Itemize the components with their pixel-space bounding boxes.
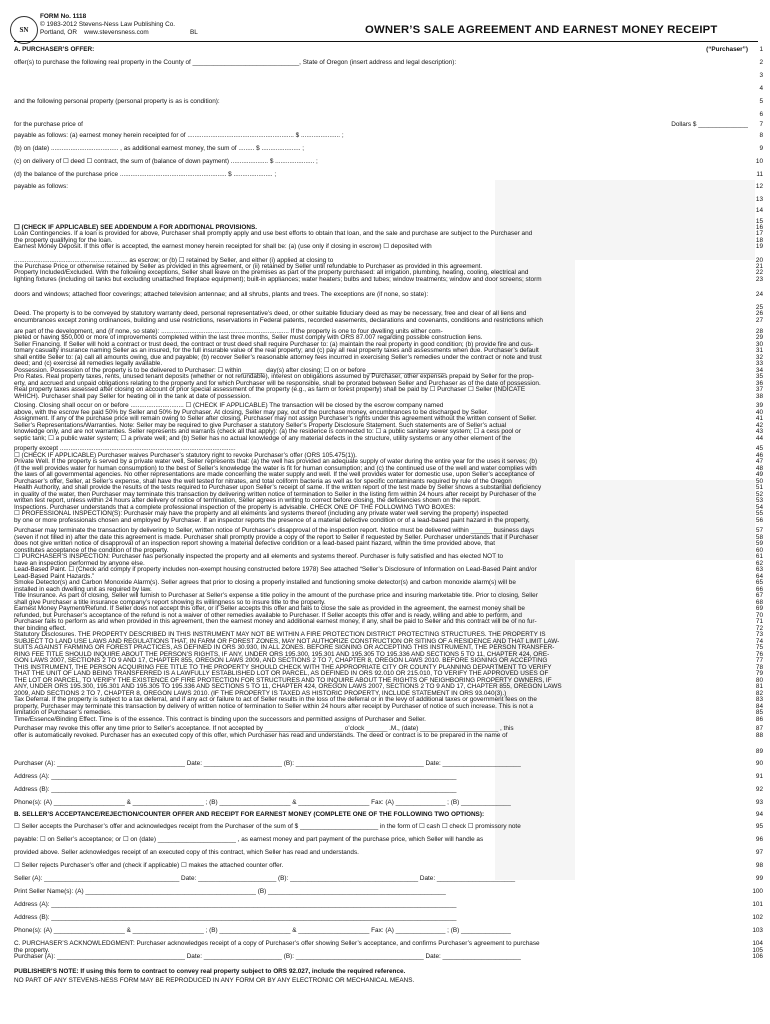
form-line-text: Tax Deferral. If the property is subject to a tax deferral, and if any act or failure to act of Seller results in the loss of the deferral or in the levy of additional taxes or government fees on the	[14, 696, 537, 703]
form-line-text: the laws of all governmental agencies. No other representations are made concerning the water supply and well. If the well provides water for domestic use, upon Seller’s acceptance of	[14, 471, 535, 478]
form-line-text: lighting fixtures (including oil tanks but excluding unattached fireplace equipment); built-in appliances; water heaters; bulbs and tubes; window treatments; window and door screens; storm	[14, 276, 542, 283]
form-line-text: Seller Financing. If Seller will hold a contract or trust deed, the contract or trust deed shall require Purchaser to: (a) maintain the real property in good condition; (b) provide fire and cus-	[14, 341, 533, 348]
form-line-text: ☐ Seller rejects Purchaser’s offer and (check if applicable) ☐ makes the attached counter offer.	[14, 862, 284, 869]
form-line	[14, 977, 748, 985]
form-line	[14, 171, 748, 179]
form-line-text: installed in each dwelling unit as required by law.	[14, 586, 152, 593]
line-number: 79	[755, 670, 763, 677]
form-line-text: knowledge only, and are not warranties. Seller represents and warrants (check all that apply): (a) the residence is connected to: ☐ a public sanitary sewer system; ☐ a cess pool or	[14, 428, 521, 435]
form-meta	[40, 13, 198, 37]
form-line-text: Statutory Disclosures. THE PROPERTY DESCRIBED IN THIS INSTRUMENT MAY NOT BE WITHIN A FIRE PROTECTION DISTRICT PROTECTING STRUCTURES. THE PROPERTY IS	[14, 631, 546, 638]
form-line-text: encumbrances except zoning ordinances, building and use restrictions, reservations in Federal patents, recorded easements, declarations and covenants, conditions and restrictions which	[14, 317, 543, 324]
line-number: 71	[755, 618, 763, 625]
form-line-text: Private Well. If the property is served by a private water well, Seller represents that: (a) the well has provided an adequate supply of water during the entire year for the uses it serves; (b)	[14, 458, 538, 465]
form-line-text: A. PURCHASER’S OFFER:	[14, 46, 95, 53]
line-number: 41	[755, 415, 763, 422]
form-line-text: erty, and accrued and unpaid obligations relating to the property and for which Purchaser will be responsible, shall be prorated between Seller and Purchaser as of the date of possession.	[14, 380, 541, 387]
form-line	[14, 968, 748, 976]
form-line	[14, 953, 748, 961]
form-line-text: Phone(s): (A) ____________________ & ____________________ ; (B) ____________________ & ____________________ Fax: (A) ______________ ; (B) ______________	[14, 799, 511, 806]
form-line-text: offer is automatically revoked. Purchaser has an executed copy of this offer, which Purchaser has read and understands. The deed or contract is to be prepared in the name of	[14, 732, 508, 739]
form-line-text: B. SELLER’S ACCEPTANCE/REJECTION/COUNTER OFFER AND RECEIPT FOR EARNEST MONEY (COMPLETE ONE OF THE FOLLOWING TWO OPTIONS):	[14, 811, 485, 818]
line-number: 84	[755, 703, 763, 710]
form-line-text: and the following personal property (personal property is as is condition):	[14, 98, 220, 105]
form-line-text: GON LAWS 2007, SECTIONS 2 TO 9 AND 17, CHAPTER 855, OREGON LAWS 2009, AND SECTIONS 2 TO 7, CHAPTER 8, OREGON LAWS 2010. BEFORE SIGNING OR ACCEPTING	[14, 657, 548, 664]
form-line-text: ☐ (CHECK IF APPLICABLE) SEE ADDENDUM A FOR ADDITIONAL PROVISIONS.	[14, 224, 258, 231]
line-number: 65	[755, 579, 763, 586]
form-line-text: Property Included/Excluded. With the following exceptions, Seller shall leave on the premises as part of the property purchased: all irrigation, plumbing, heating, cooling, electrical and	[14, 269, 529, 276]
form-line-text: Phone(s): (A) ____________________ & ____________________ ; (B) ____________________ & ____________________ Fax: (A) ______________ ; (B) ______________	[14, 927, 511, 934]
form-line	[14, 836, 748, 844]
form-line-text: offer(s) to purchase the following real property in the County of ______________________________, State of Oregon (insert address and legal description):	[14, 59, 457, 66]
form-line-text: (b) on (date) ...................................... , as additional earnest money, the sum of ......... $ ...................... ;	[14, 145, 305, 152]
form-line-text: Print Seller Name(s): (A) ________________________________________________ (B) __________________________________________________	[14, 888, 446, 895]
line-number: 3	[759, 72, 763, 79]
form-line-text: Assignment. If any of the purchase price will remain owing to Seller after closing, Purchaser may not assign Purchaser’s rights under this agreement without the written consent of Seller.	[14, 415, 537, 422]
line-number: 47	[755, 458, 763, 465]
line-number: 25	[755, 304, 763, 311]
form-line	[14, 799, 748, 807]
publisher-address	[40, 29, 175, 37]
form-line	[14, 98, 748, 106]
line-number: 44	[755, 435, 763, 442]
form-line	[14, 823, 748, 831]
bl-code: BL	[190, 29, 198, 36]
line-number: 19	[755, 243, 763, 250]
line-number: 21	[755, 263, 763, 270]
line-number: 60	[755, 547, 763, 554]
form-line-text: THAT THE UNIT OF LAND BEING TRANSFERRED IS A LAWFULLY ESTABLISHED LOT OR PARCEL, AS DEFINED IN ORS 92.010 OR 215.010, TO VERIFY THE APPROVED USES OF	[14, 670, 549, 677]
line-number: 56	[755, 517, 763, 524]
line-number: 93	[755, 799, 763, 806]
line-number: 70	[755, 612, 763, 619]
line-number: 37	[755, 386, 763, 393]
line-number: 34	[755, 367, 763, 374]
form-line	[14, 862, 748, 870]
line-number: 86	[755, 716, 763, 723]
form-line	[14, 716, 748, 724]
line-number: 102	[752, 914, 763, 921]
copyright: © 1983-2012 Stevens-Ness Law Publishing Co.	[40, 21, 176, 28]
form-line-text: by one or more professionals chosen and employed by Purchaser. If an inspector reports the presence of a material defective condition or of a lead-based paint hazard in the property,	[14, 517, 530, 524]
line-number: 38	[755, 393, 763, 400]
line-number: 68	[755, 599, 763, 606]
form-line-text: ................................................................ as escrow; or (b) ☐ retained by Seller, and either (i) applied at closing to	[14, 257, 334, 264]
line-number: 59	[755, 540, 763, 547]
form-title: OWNER’S SALE AGREEMENT AND EARNEST MONEY RECEIPT	[365, 24, 718, 36]
line-number: 13	[755, 196, 763, 203]
form-line-text: WHICH). Purchaser shall pay Seller for heating oil in the tank at date of possession.	[14, 393, 251, 400]
line-number: 2	[759, 59, 763, 66]
form-line-text: Loan Contingencies. If a loan is provided for above, Purchaser shall promptly apply and use best efforts to obtain that loan, and the sale and purchase are subject to the Purchaser and	[14, 230, 533, 237]
line-number: 50	[755, 478, 763, 485]
line-number: 43	[755, 428, 763, 435]
line-number: 20	[755, 257, 763, 264]
form-line	[14, 901, 748, 909]
form-line-text: THE LOT OR PARCEL, TO VERIFY THE EXISTENCE OF FIRE PROTECTION FOR STRUCTURES AND TO INQUIRE ABOUT THE RIGHTS OF NEIGHBORING PROPERTY OWNERS, IF	[14, 677, 552, 684]
line-number: 22	[755, 269, 763, 276]
line-number: 51	[755, 484, 763, 491]
form-line-text: SUBJECT TO LAND USE LAWS AND REGULATIONS THAT, IN FARM OR FOREST ZONES, MAY NOT AUTHORIZE CONSTRUCTION OR SITING OF A RESIDENCE AND THAT LIMIT LAW-	[14, 638, 560, 645]
line-number: 96	[755, 836, 763, 843]
line-number: 74	[755, 638, 763, 645]
line-number: 94	[755, 811, 763, 818]
form-line-text: payable as follows:	[14, 183, 68, 190]
form-line	[14, 786, 748, 794]
form-line	[14, 276, 748, 284]
line-number: 82	[755, 690, 763, 697]
form-line	[14, 849, 748, 857]
line-number: 64	[755, 573, 763, 580]
line-number: 29	[755, 334, 763, 341]
line-number: 31	[755, 347, 763, 354]
form-line-text: tomary casualty insurance naming Seller as an insured, for the full insurable value of the real property; and (c) pay all real property taxes and assessments when due. Purchaser’s default	[14, 347, 539, 354]
line-number: 52	[755, 491, 763, 498]
form-line-text: Address (B): __________________________________________________________________________________________________________________	[14, 914, 457, 921]
form-line-right-text: Dollars $ ______________	[671, 121, 748, 128]
form-line-text: Address (A): __________________________________________________________________________________________________________________	[14, 773, 457, 780]
form-line-text: Lead-Based Paint Hazards.”	[14, 573, 95, 580]
form-line-text: the property.	[14, 947, 50, 954]
line-number: 4	[759, 85, 763, 92]
form-line-text: pleted or having $50,000 or more of improvements completed within the last three months, Seller must comply with ORS 87.007 regarding possible construction liens.	[14, 334, 483, 341]
form-line-text: property except ...................................................................................................	[14, 445, 236, 452]
form-line-text: Title Insurance. As part of closing, Seller will furnish to Purchaser at Seller’s expense a title policy in the amount of the purchase price and insuring marketable title. Prior to closing, Seller	[14, 592, 538, 599]
line-number: 49	[755, 471, 763, 478]
form-line-text: deed; and (c) exercise all remedies legally available.	[14, 360, 163, 367]
form-line-text: in quality of the water, then Purchaser may terminate this transaction by delivering written notice of termination to Seller in the listing firm within 24 hours after receipt by Purchaser of the	[14, 491, 537, 498]
form-line	[14, 435, 748, 443]
line-number: 32	[755, 354, 763, 361]
form-line-text: shall entitle Seller to: (a) call all amounts owing, due and payable; (b) recover Seller’s reasonable attorney fees incurred in exercising Seller’s remedies under the contract or note and trust	[14, 354, 542, 361]
form-line-text: Purchaser’s offer, Seller, at Seller’s expense, shall have the well tested for nitrates, and total coliform bacteria as well as for specific contaminants required by rule of the Oregon	[14, 478, 512, 485]
form-line-text: Possession. Possession of the property is to be delivered to Purchaser: ☐ within ______ day(s) after closing; ☐ on or before ______________________	[14, 367, 446, 374]
form-line-text: the Purchase Price or otherwise retained by Seller as provided in this agreement, or (ii) retained by Seller until refundable to Purchaser as provided in this agreement.	[14, 263, 483, 270]
form-line-text: constitutes acceptance of the condition of the property.	[14, 547, 169, 554]
line-number: 81	[755, 683, 763, 690]
line-number: 98	[755, 862, 763, 869]
line-number: 104	[752, 940, 763, 947]
line-number: 26	[755, 310, 763, 317]
form-line-text: property, Purchaser may terminate this transaction by delivery of written notice of termination to Seller within 24 hours after receipt by Purchaser of notice of such increase. This is not a	[14, 703, 534, 710]
line-number: 87	[755, 725, 763, 732]
form-line	[14, 773, 748, 781]
line-number: 83	[755, 696, 763, 703]
line-number: 80	[755, 677, 763, 684]
form-line-text: (if the well provides water for human consumption) to the best of Seller’s knowledge the water is fit for human consumption; and (c) the continued use of the well and water complies with	[14, 465, 537, 472]
line-number: 67	[755, 592, 763, 599]
form-line-text: Real property taxes assessed after closing on account of prior special assessment of the property (e.g., as farm or forest property) shall be paid by ☐ Purchaser ☐ Seller (INDICATE	[14, 386, 526, 393]
line-number: 78	[755, 664, 763, 671]
line-number: 35	[755, 373, 763, 380]
form-line-text: 2009, AND SECTIONS 2 TO 7, CHAPTER 8, OREGON LAWS 2010. (IF THE PROPERTY IS TAXED AS HISTORIC PROPERTY, INCLUDE STATEMENT IN ORS 93.040(3).)	[14, 690, 507, 697]
line-number: 92	[755, 786, 763, 793]
line-number: 88	[755, 732, 763, 739]
form-line-text: Closing. Closing shall occur on or before .............................. ☐ (CHECK IF APPLICABLE) The transaction will be closed by the escrow company named	[14, 402, 444, 409]
line-number: 5	[759, 98, 763, 105]
form-line-text: (c) on delivery of ☐ deed ☐ contract, the sum of (balance of down payment) ..................... $ ...................... ;	[14, 158, 318, 165]
line-number: 36	[755, 380, 763, 387]
form-line-text: Pro Rates. Real property taxes, rents, unused tenant deposits (whether or not refundable), interest on obligations assumed by Purchaser, other expenses prepaid by Seller for the prop-	[14, 373, 534, 380]
line-number: 72	[755, 625, 763, 632]
line-number: 73	[755, 631, 763, 638]
form-line-text: RING FEE TITLE SHOULD INQUIRE ABOUT THE PERSON’S RIGHTS, IF ANY, UNDER ORS 195.300, 195.301 AND 195.305 TO 195.336 AND SECTIONS 5 TO 11, CHAPTER 424, ORE-	[14, 651, 550, 658]
form-line-text: (d) the balance of the purchase price ............................................................ $ ...................... ;	[14, 171, 277, 178]
line-number: 42	[755, 422, 763, 429]
form-line	[14, 393, 748, 401]
line-number: 27	[755, 317, 763, 324]
form-line-text: refunded, but Purchaser’s acceptance of the refund is not a waiver of other remedies available to Purchaser. If Seller accepts this offer and is ready, willing and able to perform, and	[14, 612, 522, 619]
line-number: 17	[755, 230, 763, 237]
form-line-text: payable: ☐ on Seller’s acceptance; or ☐ on (date) ______________________ , as earnest money and part payment of the purchase price, which Seller will handle as	[14, 836, 484, 843]
form-line-right-text: (“Purchaser”)	[706, 46, 748, 53]
form-line-text: ☐ PURCHASER’S INSPECTION: Purchaser has personally inspected the property and all elements and systems thereof. Purchaser is fully satisfied and has elected NOT to	[14, 553, 504, 560]
line-number: 101	[752, 901, 763, 908]
form-line	[14, 132, 748, 140]
line-number: 97	[755, 849, 763, 856]
form-line	[14, 732, 748, 740]
form-line-text: limitation of Purchaser’s remedies.	[14, 709, 112, 716]
form-line	[14, 243, 748, 251]
form-line	[14, 914, 748, 922]
line-number: 91	[755, 773, 763, 780]
line-number: 23	[755, 276, 763, 283]
line-number: 85	[755, 709, 763, 716]
website: www.stevensness.com	[84, 29, 149, 36]
line-number: 24	[755, 291, 763, 298]
form-line	[14, 158, 748, 166]
form-line-text: Earnest Money Payment/Refund. If Seller does not accept this offer, or if Seller accepts this offer and fails to close the sale as provided in the agreement, the earnest money shall be	[14, 605, 525, 612]
line-number: 54	[755, 504, 763, 511]
line-number: 99	[755, 875, 763, 882]
form-line-text: payable as follows: (a) earnest money herein receipted for of ............................................................ $ ...................... ;	[14, 132, 344, 139]
line-number: 106	[752, 953, 763, 960]
form-line-text: are part of the development, and (if none, so state): ........................................................................ If the property is one to four dwelling units either com-	[14, 328, 443, 335]
form-line-text: Address (A): __________________________________________________________________________________________________________________	[14, 901, 457, 908]
form-line-text: Purchaser fails to perform as and when provided in this agreement, then the earnest money and additional earnest money, if any, shall be paid to Seller and this contract will be of no fur-	[14, 618, 537, 625]
form-line-text: shall give Purchaser a title insurance company’s report showing its willingness so to insure title to the property.	[14, 599, 326, 606]
form-line-text: NO PART OF ANY STEVENS-NESS FORM MAY BE REPRODUCED IN ANY FORM OR BY ANY ELECTRONIC OR MECHANICAL MEANS.	[14, 977, 415, 984]
form-line-text: ther binding effect.	[14, 625, 67, 632]
city: Portland, OR	[40, 29, 77, 36]
line-number: 40	[755, 409, 763, 416]
line-number: 7	[759, 121, 763, 128]
line-number: 105	[752, 947, 763, 954]
line-number: 63	[755, 566, 763, 573]
form-line-text: septic tank; ☐ a public water system; ☐ a private well; and (b) Seller has no actual knowledge of any material defects in the structure, utility systems or any other element of the	[14, 435, 512, 442]
line-number: 90	[755, 760, 763, 767]
form-line-text: SUITS AGAINST FARMING OR FOREST PRACTICES, AS DEFINED IN ORS 30.930, IN ALL ZONES. BEFORE SIGNING OR ACCEPTING THIS INSTRUMENT, THE PERSON TRANSFER-	[14, 644, 555, 651]
line-number: 18	[755, 237, 763, 244]
form-line-text: have an inspection performed by anyone else.	[14, 560, 145, 567]
line-number: 103	[752, 927, 763, 934]
form-line-text: Smoke Detector(s) and Carbon Monoxide Alarm(s). Seller agrees that prior to closing a properly installed and functioning smoke detector(s) and carbon monoxide alarm(s) will be	[14, 579, 516, 586]
form-line-text: provided above. Seller acknowledges receipt of an executed copy of this contract, which Seller has read and understands.	[14, 849, 359, 856]
form-line	[14, 811, 748, 819]
line-number: 14	[755, 207, 763, 214]
line-number: 100	[752, 888, 763, 895]
line-number: 75	[755, 644, 763, 651]
form-line	[14, 875, 748, 883]
form-line	[14, 927, 748, 935]
form-line-text: (seven if not filled in) after the date this agreement is made. Purchaser shall promptly provide a copy of the report to Seller if requested by Seller. Purchaser understands that if Purchaser	[14, 534, 539, 541]
form-line-text: written test report, unless within 24 hours after delivery of notice of termination, Seller agrees in writing to correct before closing, the deficiencies shown on the report.	[14, 497, 481, 504]
form-line	[14, 291, 748, 299]
form-line-text: Lead-Based Paint. ☐ (Check and comply if property includes non-exempt housing constructed before 1978) See attached “Seller’s Disclosure of Information on Lead-Based Paint and/or	[14, 566, 537, 573]
form-line-text: Time/Essence/Binding Effect. Time is of the essence. This contract is binding upon the successors and permitted assigns of Purchaser and Seller.	[14, 716, 426, 723]
form-number: FORM No. 1118	[40, 13, 87, 20]
line-number: 11	[756, 171, 763, 178]
line-number: 39	[755, 402, 763, 409]
form-line-text: Health Authority, and shall provide the results of the tests required to Purchaser upon Seller’s receipt of same. If the written report of the test made by Seller shows a substantial deficiency	[14, 484, 542, 491]
line-number: 16	[755, 224, 763, 231]
line-number: 6	[759, 111, 763, 118]
form-line	[14, 888, 748, 896]
line-number: 57	[755, 527, 763, 534]
form-line-text: THIS INSTRUMENT, THE PERSON ACQUIRING FEE TITLE TO THE PROPERTY SHOULD CHECK WITH THE APPROPRIATE CITY OR COUNTY PLANNING DEPARTMENT TO VERIFY	[14, 664, 552, 671]
form-line-text: ☐ PROFESSIONAL INSPECTION(S): Purchaser may have the property and all elements and systems thereof (including any private water well serving the property) inspected	[14, 510, 508, 517]
line-number: 55	[755, 510, 763, 517]
line-number: 95	[755, 823, 763, 830]
line-number: 33	[755, 360, 763, 367]
form-line-text: ANY, UNDER ORS 195.300, 195.301 AND 195.305 TO 195.336 AND SECTIONS 5 TO 11, CHAPTER 424, OREGON LAWS 2007, SECTIONS 2 TO 9 AND 17, CHAPTER 855, OREGON LAWS	[14, 683, 562, 690]
line-number: 69	[755, 605, 763, 612]
line-number: 15	[755, 218, 763, 225]
form-line-text: Purchaser (A): ____________________________________ Date: ______________________ (B): ____________________________________ Date: ______________________	[14, 760, 521, 767]
form-line	[14, 760, 748, 768]
line-number: 30	[755, 341, 763, 348]
form-line	[14, 121, 748, 129]
line-number: 76	[755, 651, 763, 658]
form-line	[14, 317, 748, 325]
form-line-text: Seller (A): ______________________________________ Date: ______________________ (B): ____________________________________ Date: ______________________	[14, 875, 516, 882]
line-number: 58	[755, 534, 763, 541]
form-line	[14, 183, 748, 191]
form-line-text: does not give written notice of disapproval of an inspection report showing a material defective condition or a lead-based paint hazard, within the time provided above, that	[14, 540, 496, 547]
line-number: 48	[755, 465, 763, 472]
form-line-text: Purchaser may revoke this offer any time prior to Seller’s acceptance. If not accepted by ______________________ o’clock ______ .M., (date) ______________________ , this	[14, 725, 514, 732]
form-line-text: PUBLISHER’S NOTE: If using this form to contract to convey real property subject to ORS 92.027, include the required reference.	[14, 968, 406, 975]
publisher-logo: SN	[10, 16, 38, 44]
line-number: 61	[755, 553, 763, 560]
form-line	[14, 517, 748, 525]
form-line-text: Earnest Money Deposit. If this offer is accepted, the earnest money herein receipted for shall be: (a) (use only if closing in escrow) ☐ deposited with	[14, 243, 432, 250]
form-line-text: ☐ (CHECK IF APPLICABLE) Purchaser waives Purchaser’s statutory right to revoke Purchaser’s offer (ORS 105.475(1)).	[14, 452, 357, 459]
line-number: 77	[755, 657, 763, 664]
form-line	[14, 145, 748, 153]
form-line-text: Purchaser (A): ____________________________________ Date: ______________________ (B): ____________________________________ Date: ______________________	[14, 953, 521, 960]
line-number: 53	[755, 497, 763, 504]
header-rule	[14, 41, 758, 42]
form-line-text: Purchaser may terminate the transaction by delivering to Seller, written notice of Purchaser’s disapproval of the inspection report. Notice must be delivered within ______ business days	[14, 527, 535, 534]
line-number: 62	[755, 560, 763, 567]
form-line-text: the property qualifying for the loan.	[14, 237, 113, 244]
form-line-text: Seller’s Representations/Warranties. Note: Seller may be required to give Purchaser a statutory Seller’s Property Disclosure Statement. Such statements are of Seller’s actual	[14, 422, 507, 429]
line-number: 9	[759, 145, 763, 152]
line-number: 12	[755, 183, 763, 190]
line-number: 89	[755, 748, 763, 755]
line-number: 46	[755, 452, 763, 459]
line-number: 66	[755, 586, 763, 593]
line-number: 28	[755, 328, 763, 335]
form-line	[14, 46, 748, 54]
form-line-text: for the purchase price of	[14, 121, 83, 128]
form-line-text: doors and windows; attached floor coverings; attached television antennae; and all shrubs, plants and trees. The exceptions are (if none, so state):	[14, 291, 429, 298]
form-line-text: Address (B): __________________________________________________________________________________________________________________	[14, 786, 457, 793]
line-number: 8	[759, 132, 763, 139]
form-line-text: above, with the escrow fee paid 50% by Seller and 50% by Purchaser. At closing, Seller may pay, out of the purchase money, encumbrances to be discharged by Seller.	[14, 409, 489, 416]
form-line-text: Inspections. Purchaser understands that a complete professional inspection of the property is advisable. CHECK ONE OF THE FOLLOWING TWO BOXES:	[14, 504, 456, 511]
line-number: 45	[755, 445, 763, 452]
line-number: 1	[759, 46, 763, 53]
line-number: 10	[755, 158, 763, 165]
form-line-text: C. PURCHASER’S ACKNOWLEDGMENT: Purchaser acknowledges receipt of a copy of Purchaser’s offer showing Seller’s acceptance, and confirms Purchaser’s agreement to purchase	[14, 940, 540, 947]
form-line	[14, 59, 748, 67]
form-line-text: ☐ Seller accepts the Purchaser’s offer and acknowledges receipt from the Purchaser of the sum of $ ______________________ in the form of ☐ cash ☐ check ☐ promissory note	[14, 823, 521, 830]
form-line-text: Deed. The property is to be conveyed by statutory warranty deed, personal representative’s deed, or other suitable fiduciary deed as may be necessary, free and clear of all liens and	[14, 310, 527, 317]
